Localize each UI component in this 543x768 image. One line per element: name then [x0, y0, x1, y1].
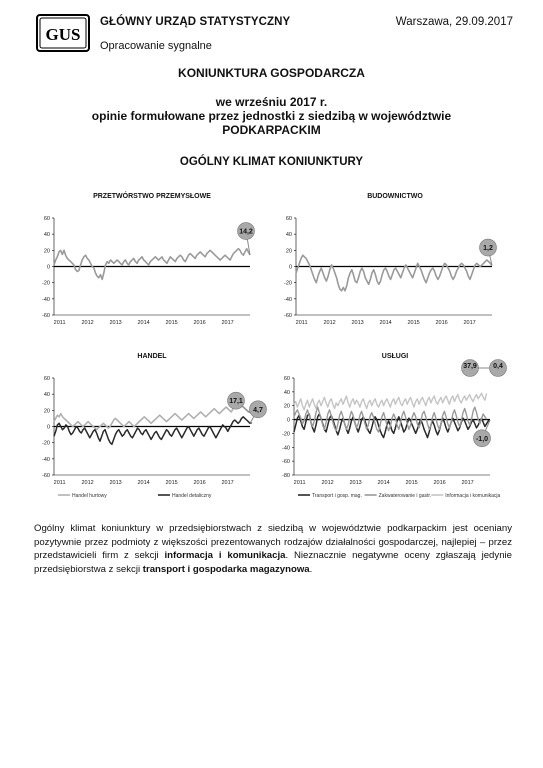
x-tick-label: 2015 [165, 480, 178, 486]
y-tick-label: -40 [42, 296, 50, 303]
x-tick-label: 2016 [193, 320, 206, 326]
report-subtitle [0, 95, 543, 137]
document-subtitle: Opracowanie sygnalne [100, 40, 212, 52]
section-title: OGÓLNY KLIMAT KONIUNKTURY [179, 156, 364, 168]
chart-title-przetworstwo: PRZETWÓRSTWO PRZEMYSŁOWE [93, 193, 211, 200]
x-tick-label: 2017 [461, 480, 474, 486]
logo-text: GUS [45, 25, 81, 44]
y-tick-label: 20 [43, 248, 50, 255]
y-tick-label: 20 [43, 408, 50, 415]
summary-bold-2: transport i gospodarka magazynowa [142, 563, 310, 575]
report-title: KONIUNKTURA GOSPODARCZA [178, 66, 365, 80]
y-tick-label: -80 [282, 473, 290, 479]
callout-label: -1,0 [475, 435, 489, 443]
x-tick-label: 2016 [433, 480, 446, 486]
y-tick-label: 40 [285, 232, 292, 239]
callout-label: 14,2 [239, 228, 253, 236]
x-tick-label: 2012 [323, 320, 336, 326]
y-tick-label: -40 [282, 445, 290, 452]
y-tick-label: -60 [282, 459, 290, 466]
x-tick-label: 2013 [109, 320, 122, 326]
x-tick-label: 2013 [109, 480, 122, 486]
y-tick-label: 0 [286, 417, 290, 424]
y-tick-label: 60 [285, 216, 292, 222]
callout-label: 4,7 [253, 406, 263, 414]
y-tick-label: 20 [285, 248, 292, 255]
x-tick-label: 2015 [407, 320, 420, 326]
report-description: opinie formułowane przez jednostki z siedzibą w województwie [91, 109, 452, 123]
series-line-2 [294, 393, 487, 410]
y-tick-label: 20 [283, 403, 290, 410]
x-tick-label: 2011 [295, 320, 308, 326]
chart-title-uslugi: USŁUGI [381, 353, 409, 360]
y-tick-label: -20 [42, 280, 50, 287]
y-tick-label: -40 [284, 296, 292, 303]
callout-label: 37,9 [463, 363, 477, 370]
x-tick-label: 2014 [379, 320, 392, 326]
x-tick-label: 2016 [435, 320, 448, 326]
y-tick-label: -20 [282, 431, 290, 438]
y-tick-label: 40 [43, 232, 50, 239]
y-tick-label: 60 [283, 376, 290, 382]
chart-uslugi [270, 363, 515, 508]
x-tick-label: 2011 [53, 320, 66, 326]
x-tick-label: 2014 [377, 480, 390, 486]
place-date: Warszawa, 29.09.2017 [395, 16, 513, 28]
y-tick-label: -60 [42, 313, 50, 319]
x-tick-label: 2012 [81, 320, 94, 326]
x-tick-label: 2014 [137, 480, 150, 486]
x-tick-label: 2012 [321, 480, 334, 486]
report-period: we wrześniu 2017 r. [215, 95, 328, 109]
gus-logo-icon [36, 14, 90, 52]
y-tick-label: -40 [42, 456, 50, 463]
chart-handel [30, 368, 263, 508]
x-tick-label: 2017 [463, 320, 476, 326]
callout-label: 1,2 [483, 245, 493, 253]
summary-paragraph [34, 522, 512, 576]
x-tick-label: 2015 [165, 320, 178, 326]
x-tick-label: 2017 [221, 480, 234, 486]
legend-label: Transport i gosp. mag. [312, 493, 362, 499]
legend-label: Handel detaliczny [171, 493, 212, 499]
summary-bold-1: informacja i komunikacja [164, 550, 286, 562]
x-tick-label: 2013 [349, 480, 362, 486]
summary-text-2: . Nieznacznie negatywne oceny zgłaszają jedynie przedsiębiorstwa z sekcji [34, 550, 512, 575]
chart-title-handel: HANDEL [137, 353, 167, 360]
callout-label: 17,1 [229, 398, 243, 406]
institution-name: GŁÓWNY URZĄD STATYSTYCZNY [100, 16, 291, 28]
series-line-0 [54, 249, 250, 280]
y-tick-label: -20 [284, 280, 292, 287]
y-tick-label: 0 [288, 264, 292, 271]
report-region: PODKARPACKIM [222, 123, 321, 137]
x-tick-label: 2012 [81, 480, 94, 486]
chart-title-budownictwo: BUDOWNICTWO [367, 193, 423, 200]
chart-przetworstwo [30, 208, 260, 333]
summary-text-3: . [309, 563, 313, 575]
x-tick-label: 2016 [193, 480, 206, 486]
y-tick-label: 40 [43, 392, 50, 399]
y-tick-label: 40 [283, 389, 290, 396]
legend-label: Informacja i komunikacja [445, 493, 501, 499]
series-line-0 [296, 255, 492, 291]
y-tick-label: -60 [284, 313, 292, 319]
legend-label: Zakwaterowanie i gastr. [378, 493, 432, 499]
x-tick-label: 2011 [293, 480, 306, 486]
x-tick-label: 2011 [53, 480, 66, 486]
x-tick-label: 2017 [221, 320, 234, 326]
x-tick-label: 2015 [405, 480, 418, 486]
summary-text-1: Ogólny klimat koniunktury w przedsiębiorstwach z siedzibą w województwie podkarpackim jest oceniany pozytywnie przez podmioty z większości prezentowanych rodzajów działalności gospodarczej, najlepiej – przez przedstawicieli firm z sekcji [34, 523, 512, 562]
x-tick-label: 2014 [137, 320, 150, 326]
gus-logo [36, 14, 90, 52]
y-tick-label: 0 [46, 424, 50, 431]
legend-label: Handel hurtowy [72, 493, 107, 499]
y-tick-label: 60 [43, 376, 50, 382]
y-tick-label: 60 [43, 216, 50, 222]
y-tick-label: -20 [42, 440, 50, 447]
callout-label: 0,4 [493, 363, 503, 370]
series-line-0 [54, 402, 250, 429]
y-tick-label: -60 [42, 473, 50, 479]
y-tick-label: 0 [46, 264, 50, 271]
x-tick-label: 2013 [351, 320, 364, 326]
chart-budownictwo [270, 208, 510, 333]
